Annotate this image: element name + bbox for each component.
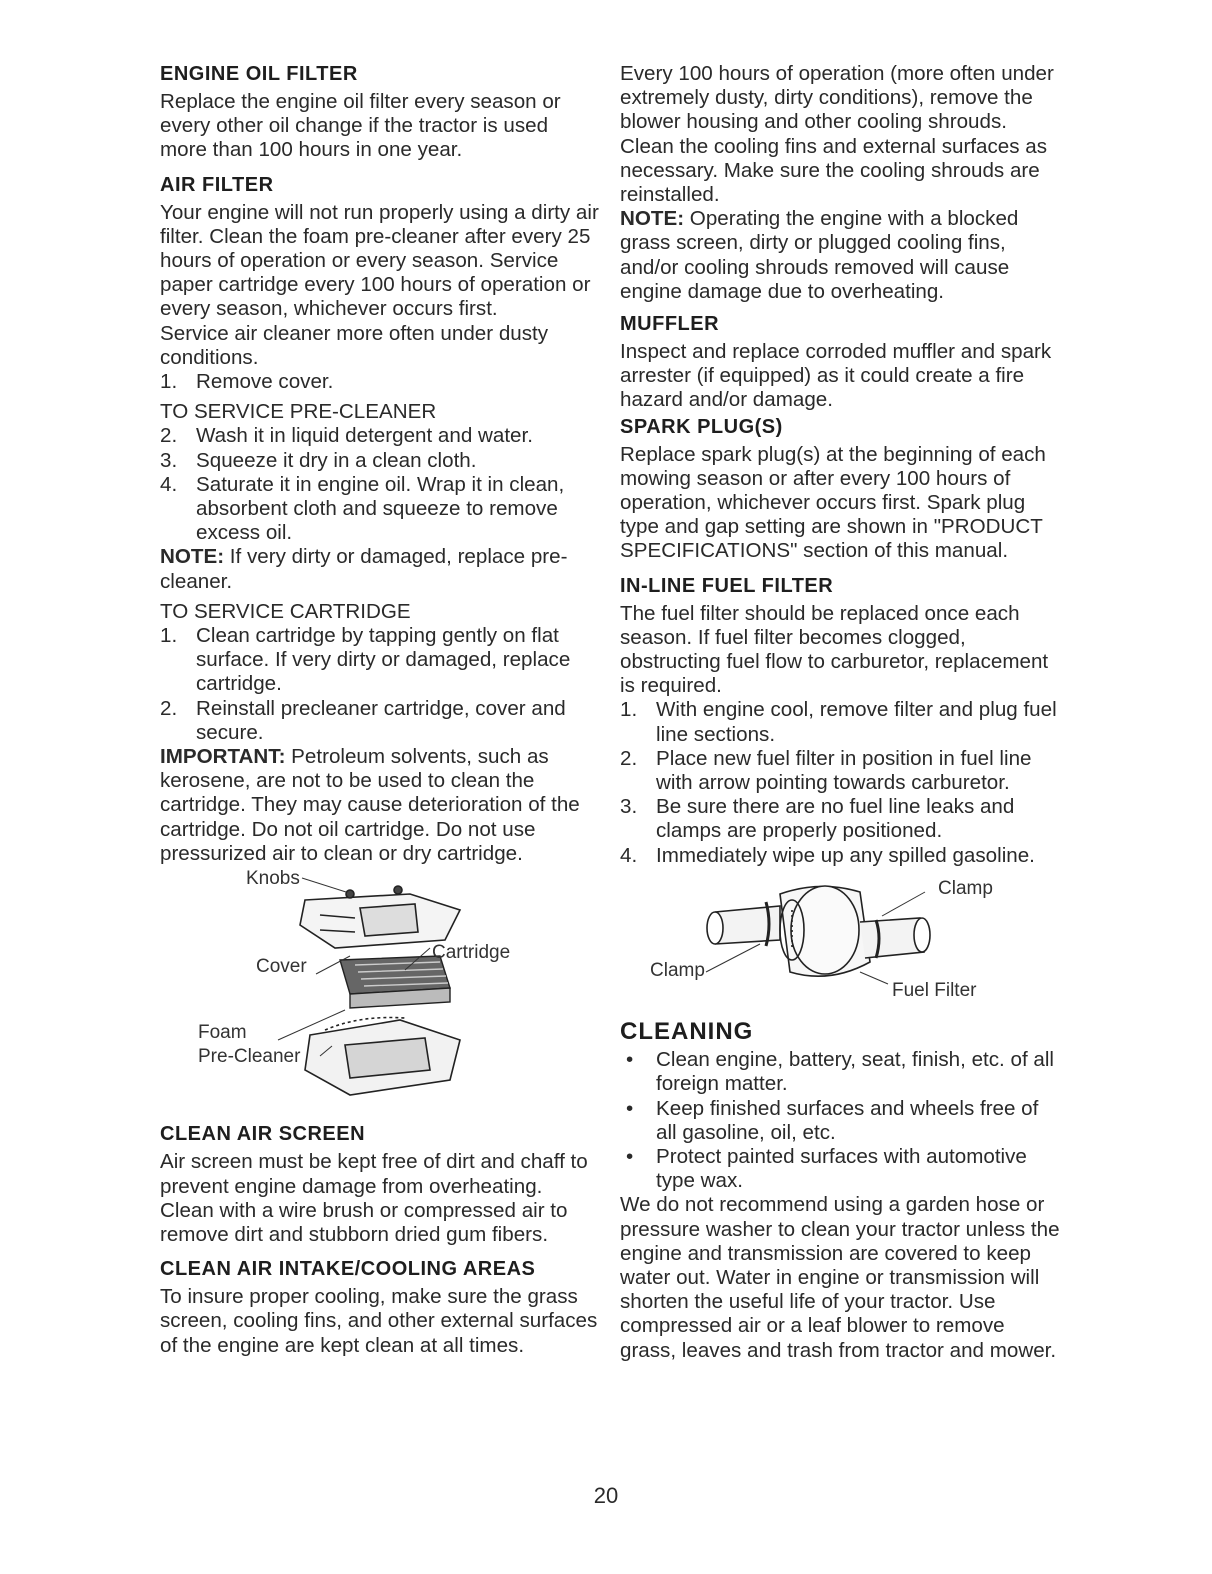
left-column — [160, 62, 600, 1358]
list-item: 2. Reinstall precleaner cartridge, cover and secure. — [160, 696, 566, 744]
clamp-top-label: Clamp — [938, 877, 993, 899]
page-number: 20 — [593, 1483, 619, 1508]
cover-illustration — [300, 886, 460, 948]
foam-pre-cleaner-illustration — [305, 1018, 460, 1096]
fuel-filter-steps — [620, 698, 1060, 867]
air-screen-body: Air screen must be kept free of dirt and chaff to prevent engine damage from overheating. Clean with a wire brush or compressed air to remove dirt and stubborn dried gum fibers. — [160, 1150, 588, 1246]
list-item: 4. Saturate it in engine oil. Wrap it in clean, absorbent cloth and squeeze to remove excess oil. — [160, 472, 565, 545]
intake-body: To insure proper cooling, make sure the grass screen, cooling fins, and other external surfaces of the engine are kept clean at all times. — [160, 1285, 598, 1357]
cleaning-bullets — [620, 1048, 1060, 1193]
air-filter-diagram — [160, 870, 600, 1116]
pre-cleaner-title: TO SERVICE PRE-CLEANER — [160, 400, 437, 424]
list-item: 2. Wash it in liquid detergent and water. — [160, 424, 533, 448]
cleaning-body: We do not recommend using a garden hose or pressure washer to clean your tractor unless the engine and transmission are covered to keep water out. Water in engine or transmission will shorten the useful life of your tractor. Use compressed air or a leaf blower to remove grass, leaves and trash from tractor and mower. — [620, 1193, 1060, 1362]
cartridge-label: Cartridge — [432, 942, 511, 964]
remove-cover-step — [160, 370, 600, 394]
pre-cleaner-note: NOTE: If very dirty or damaged, replace pre-cleaner. — [160, 545, 568, 593]
knobs-label: Knobs — [246, 870, 300, 890]
list-item: 3. Be sure there are no fuel line leaks and clamps are properly positioned. — [620, 795, 1015, 843]
spark-plug-heading: SPARK PLUG(S) — [620, 415, 783, 438]
spark-plug-body: Replace spark plug(s) at the beginning of each mowing season or after every 100 hours of operation, whichever occurs first. Spark plug type and gap setting are shown in "PRODUCT SPECIFICATIONS" section of this manual. — [620, 442, 1046, 563]
air-screen-heading: CLEAN AIR SCREEN — [160, 1123, 366, 1146]
fuel-filter-heading: IN-LINE FUEL FILTER — [620, 574, 834, 597]
foam-label: Foam — [198, 1022, 247, 1044]
muffler-heading: MUFFLER — [620, 313, 720, 336]
fuel-filter-illustration — [707, 886, 930, 976]
fuel-filter-diagram — [620, 872, 1060, 1008]
intake-note: NOTE: Operating the engine with a blocked grass screen, dirty or plugged cooling fins, and/or cooling shrouds removed will cause engine damage due to overheating. — [620, 207, 1019, 303]
cartridge-illustration — [340, 956, 450, 1008]
list-item: • Keep finished surfaces and wheels free of all gasoline, oil, etc. — [626, 1096, 1039, 1144]
air-filter-body: Your engine will not run properly using a dirty air filter. Clean the foam pre-cleaner after every 25 hours of operation or every season. Service paper cartridge every 100 hours of operation or every season, whichever occurs first. — [160, 200, 599, 321]
air-filter-heading: AIR FILTER — [160, 173, 274, 196]
list-item: 1. Clean cartridge by tapping gently on flat surface. If very dirty or damaged, replace cartridge. — [160, 624, 571, 696]
important-note: IMPORTANT: Petroleum solvents, such as kerosene, are not to be used to clean the cartridge. They may cause deterioration of the cartridge. Do not oil cartridge. Do not use pressurized air to clean or dry cartridge. — [160, 745, 580, 865]
list-item: 2. Place new fuel filter in position in fuel line with arrow pointing towards carburetor. — [620, 746, 1032, 795]
oil-filter-heading: ENGINE OIL FILTER — [160, 63, 358, 85]
clamp-left-label: Clamp — [650, 959, 705, 981]
list-item: • Protect painted surfaces with automotive type wax. — [626, 1144, 1027, 1193]
intake-heading: CLEAN AIR INTAKE/COOLING AREAS — [160, 1258, 536, 1281]
pre-cleaner-label: Pre-Cleaner — [198, 1046, 301, 1068]
list-item: 4. Immediately wipe up any spilled gasoline. — [620, 843, 1035, 867]
right-column — [620, 62, 1060, 1363]
cleaning-heading: CLEANING — [620, 1018, 754, 1046]
fuel-filter-label: Fuel Filter — [892, 979, 977, 1001]
cover-label: Cover — [256, 956, 307, 978]
list-item: 3. Squeeze it dry in a clean cloth. — [160, 448, 477, 472]
oil-filter-body: Replace the engine oil filter every season or every other oil change if the tractor is used more than 100 hours in one year. — [160, 90, 561, 162]
list-item: 1. With engine cool, remove filter and plug fuel line sections. — [620, 698, 1057, 746]
cartridge-title: TO SERVICE CARTRIDGE — [160, 599, 411, 623]
pre-cleaner-steps — [160, 424, 600, 545]
cartridge-steps — [160, 624, 600, 745]
muffler-body: Inspect and replace corroded muffler and spark arrester (if equipped) as it could create a fire hazard and/or damage. — [620, 340, 1052, 412]
list-item: • Clean engine, battery, seat, finish, etc. of all foreign matter. — [626, 1048, 1054, 1096]
fuel-filter-body: The fuel filter should be replaced once each season. If fuel filter becomes clogged, obstructing fuel flow to carburetor, replacement is required. — [620, 601, 1049, 698]
air-filter-dusty: Service air cleaner more often under dusty conditions. — [160, 321, 549, 369]
intake-continued: Every 100 hours of operation (more often under extremely dusty, dirty conditions), remove the blower housing and other cooling shrouds. Clean the cooling fins and external surfaces as necessary. Make sure the cooling shrouds are reinstalled. — [620, 62, 1054, 207]
list-item: 1. Remove cover. — [160, 370, 334, 394]
